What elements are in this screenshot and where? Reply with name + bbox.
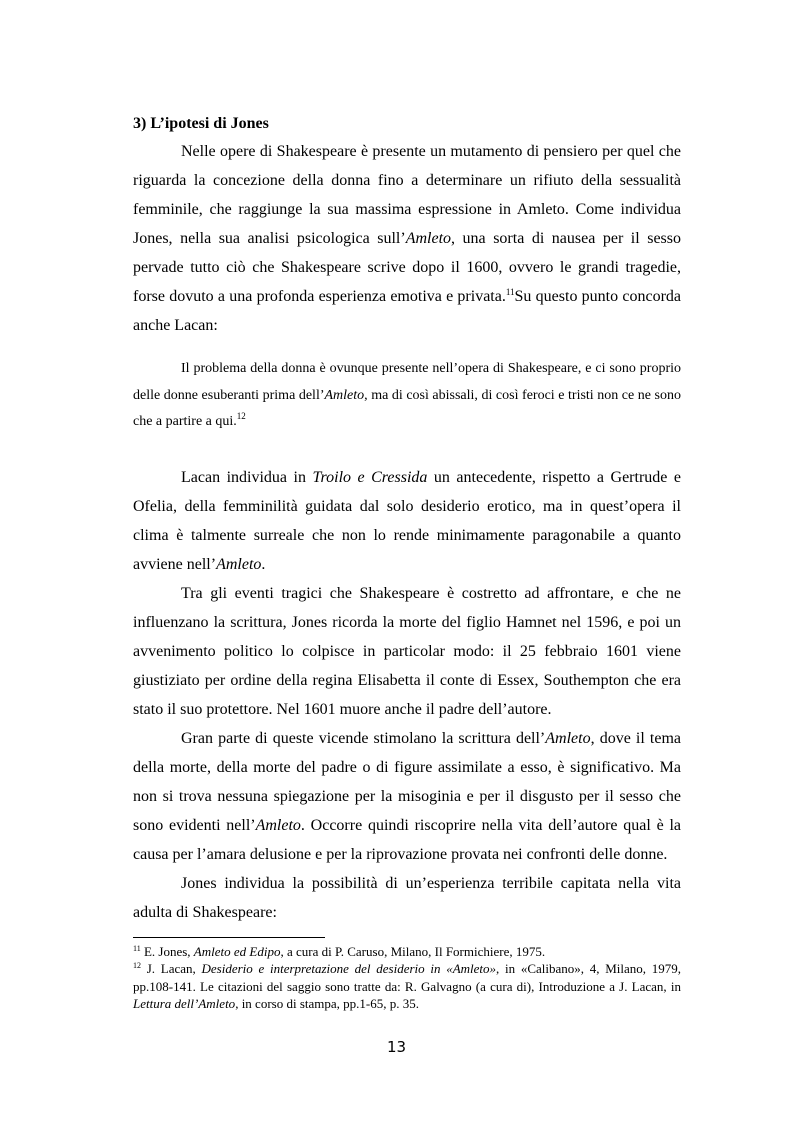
- footnote-12: $^{12}$ J. Lacan, Desiderio e interpretazione del desiderio in «Amleto», in «Calibano», 4, Milano, 1979, pp.108-141. Le citazioni del saggio sono tratte da: R. Galvagno (a cura di), Introduzione a J. Lacan, in Lettura dell’Amleto, in corso di stampa, pp.1-65, p. 35.: [133, 961, 681, 1011]
- footnote-ref-12[interactable]: 12: [236, 411, 246, 421]
- footnote-divider: [133, 937, 325, 938]
- footnote-11: $^{11}$ E. Jones, Amleto ed Edipo, a cura di P. Caruso, Milano, Il Formichiere, 1975.: [133, 944, 546, 959]
- paragraph-misogyny: Gran parte di queste vicende stimolano la scrittura dell’Amleto, dove il tema della morte, della morte del padre o di figure assimilate a esso, è significativo. Ma non si trova nessuna spiegazione per la misoginia e per il disgusto per il sesso che sono evidenti nell’Amleto. Occorre quindi riscoprire nella vita dell’autore qual è la causa per l’amara delusione e per la riprovazione provata nei confronti delle donne.: [133, 730, 681, 863]
- paragraph-terrible-experience: Jones individua la possibilità di un’esperienza terribile capitata nella vita adulta di Shakespeare:: [133, 875, 681, 921]
- paragraph-troilo: Lacan individua in Troilo e Cressida un antecedente, rispetto a Gertrude e Ofelia, della femminilità guidata dal solo desiderio erotico, ma in quest’opera il clima è talmente surreale che non lo rende minimamente paragonabile a quanto avviene nell’Amleto.: [133, 469, 681, 573]
- footnote-ref-11[interactable]: 11: [505, 287, 515, 297]
- page-number: 13: [386, 1038, 407, 1056]
- paragraph-jones-hypothesis: Nelle opere di Shakespeare è presente un mutamento di pensiero per quel che riguarda la concezione della donna fino a determinare un rifiuto della sessualità femminile, che raggiunge la sua massima espressione in Amleto. Come individua Jones, nella sua analisi psicologica sull’Amleto, una sorta di nausea per il sesso pervade tutto ciò che Shakespeare scrive dopo il 1600, ovvero le grandi tragedie, forse dovuto a una profonda esperienza emotiva e privata.$^{11}$Su questo punto concorda anche Lacan:: [133, 143, 682, 334]
- section-heading: 3) L’ipotesi di Jones: [133, 115, 269, 132]
- paragraph-tragic-events: Tra gli eventi tragici che Shakespeare è costretto ad affrontare, e che ne influenzano la scrittura, Jones ricorda la morte del figlio Hamnet nel 1596, e poi un avvenimento politico lo colpisce in particolar modo: il 25 febbraio 1601 viene giustiziato per ordine della regina Elisabetta il conte di Essex, Southempton che era stato il suo protettore. Nel 1601 muore anche il padre dell’autore.: [133, 585, 681, 718]
- block-quote-lacan: Il problema della donna è ovunque presente nell’opera di Shakespeare, e ci sono proprio delle donne esuberanti prima dell’Amleto, ma di così abissali, di così feroci e tristi non ce ne sono che a partire a qui.$^{12}$: [133, 361, 682, 429]
- body-text-lower: [133, 463, 681, 927]
- body-text-upper: [133, 137, 681, 340]
